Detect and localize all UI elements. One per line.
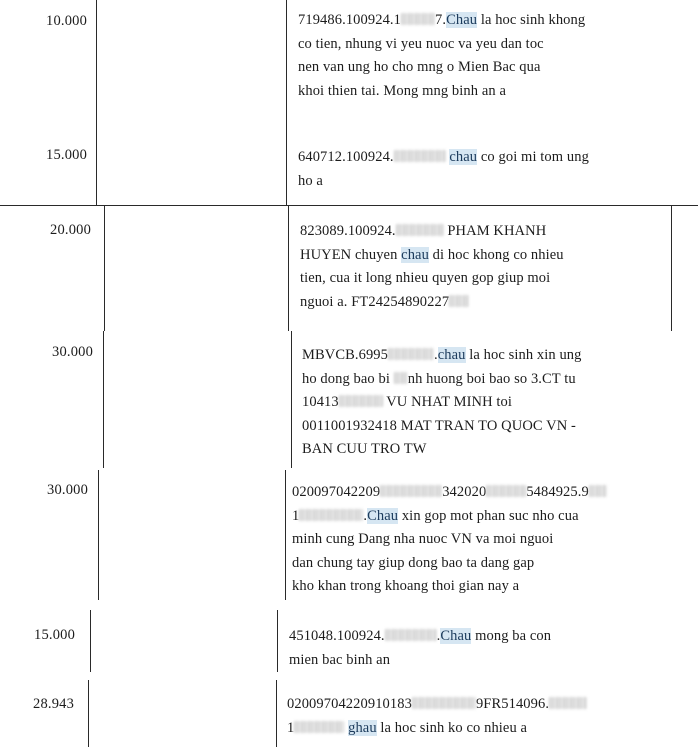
column-divider	[276, 680, 277, 747]
description-line: 0011001932418 MAT TRAN TO QUOC VN -	[302, 417, 576, 434]
amount-cell: 20.000	[50, 222, 92, 238]
description-line: 1 ghau la hoc sinh ko co nhieu a	[287, 719, 528, 736]
column-divider	[104, 205, 105, 331]
amount-cell: 10.000	[46, 13, 88, 29]
redacted-text	[589, 485, 607, 497]
amount-cell: 15.000	[34, 627, 76, 643]
description-line: kho khan trong khoang thoi gian nay a	[292, 578, 520, 594]
column-divider	[285, 470, 286, 600]
description-line: 1 .Chau xin gop mot phan suc nho cua	[292, 507, 579, 524]
description-cell	[287, 693, 647, 740]
description-cell	[292, 481, 642, 599]
description-line: 10413 VU NHAT MINH toi	[302, 394, 513, 410]
description-line: khoi thien tai. Mong mng binh an a	[298, 82, 506, 99]
description-line: 823089.100924. PHAM KHANH	[300, 223, 547, 239]
description-line: MBVCB.6995 .chau la hoc sinh xin ung	[302, 347, 582, 363]
description-line: HUYEN chuyen chau di hoc khong co nhieu	[300, 246, 564, 263]
redacted-text	[388, 348, 434, 360]
redacted-text	[339, 395, 383, 407]
column-divider	[277, 610, 278, 672]
redacted-text	[401, 13, 435, 25]
description-cell	[289, 625, 619, 672]
highlight: Chau	[367, 507, 399, 524]
description-line: minh cung Dang nha nuoc VN va moi nguoi	[292, 531, 554, 547]
redacted-text	[385, 629, 437, 641]
redacted-text	[449, 295, 469, 307]
description-line: 640712.100924. chau co goi mi tom ung	[298, 149, 589, 165]
description-line: tien, cua it long nhieu quyen gop giup moi	[300, 270, 551, 286]
column-divider	[671, 205, 672, 331]
column-divider	[291, 331, 292, 468]
redacted-text	[394, 372, 408, 384]
redacted-text	[486, 485, 526, 497]
amount-cell: 15.000	[46, 147, 88, 163]
column-divider	[288, 205, 289, 331]
redacted-text	[394, 150, 446, 162]
description-line: 020097042209 342020 5484925.9	[292, 481, 642, 505]
highlight: chau	[401, 246, 429, 263]
description-cell	[298, 146, 628, 193]
redacted-text	[380, 485, 442, 497]
description-line: nen van ung ho cho mng o Mien Bac qua	[298, 59, 541, 75]
column-divider	[96, 0, 97, 205]
highlight: chau	[449, 149, 478, 165]
description-line: 451048.100924. .Chau mong ba con	[289, 628, 552, 644]
column-divider	[90, 610, 91, 672]
description-cell	[298, 9, 628, 103]
description-line: nguoi a. FT24254890227	[300, 291, 630, 315]
description-line: mien bac binh an	[289, 651, 391, 668]
column-divider	[88, 680, 89, 747]
redacted-text	[396, 224, 444, 236]
description-cell	[300, 220, 630, 314]
column-divider	[103, 331, 104, 468]
description-line: ho dong bao bi nh huong boi bao so 3.CT tu	[302, 370, 576, 387]
description-cell	[302, 344, 632, 462]
description-line: co tien, nhung vi yeu nuoc va yeu dan toc	[298, 35, 544, 52]
description-line: 719486.100924.1 7.Chau la hoc sinh khong	[298, 12, 586, 28]
column-divider	[286, 0, 287, 205]
redacted-text	[412, 697, 476, 709]
redacted-text	[294, 721, 344, 733]
amount-cell: 30.000	[52, 344, 94, 360]
highlight: Chau	[440, 628, 472, 644]
column-divider	[98, 470, 99, 600]
description-line: ho a	[298, 172, 323, 189]
description-line: BAN CUU TRO TW	[302, 441, 427, 457]
description-line: dan chung tay giup dong bao ta dang gap	[292, 554, 535, 571]
redacted-text	[299, 509, 363, 521]
highlight: ghau	[348, 719, 377, 736]
amount-cell: 30.000	[47, 482, 89, 498]
redacted-text	[549, 697, 587, 709]
description-line: 02009704220910183 9FR514096.	[287, 693, 647, 717]
amount-cell: 28.943	[33, 696, 75, 712]
highlight: chau	[437, 347, 466, 363]
highlight: Chau	[446, 12, 478, 28]
